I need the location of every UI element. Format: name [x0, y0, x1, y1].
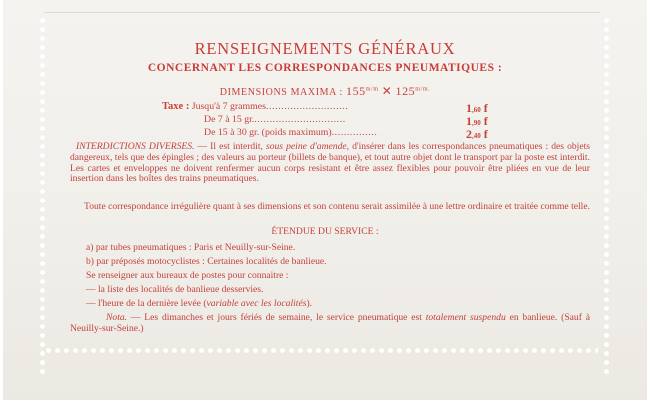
service-list-item-2 [86, 298, 312, 309]
dimensions-width: 155 [345, 84, 366, 98]
interdictions-dash: — Il est interdit, [194, 141, 266, 152]
nota-text-1: — Les dimanches et jours fériés de semaine, le service pneumatique est [127, 312, 426, 323]
tax-row-3 [204, 127, 377, 139]
service-item-a: a) par tubes pneumatiques : Paris et Neuilly-sur-Seine. [86, 242, 296, 253]
dimensions-times: ✕ [381, 84, 393, 98]
interdictions-body: , d'insérer dans les correspondances pneumatiques : des objets dangereux, tels que des épingles ; des valeurs au porteur (billets de banque), et tout autre objet dont le transport par la poste est interdit. Les cartes et enveloppes ne doivent renfermer aucun corps resistant et être assez flexibles pour pouvoir être pliées en vue de leur insertion dans les boîtes des trains pneumatiques. [70, 141, 590, 185]
tax-price-cents: ,90 [472, 119, 481, 127]
tax-price-unit: f [483, 127, 488, 141]
interdictions-heading: INTERDICTIONS DIVERSES. [76, 141, 195, 152]
nota-label: Nota. [106, 312, 128, 323]
interdictions-paragraph [70, 142, 590, 185]
fold-line [44, 12, 600, 13]
card-edge-left [0, 0, 3, 400]
tax-price-int: 1 [466, 101, 472, 115]
service-heading: ÉTENDUE DU SERVICE : [271, 226, 379, 237]
nota-text-2: en banlieue. (Sauf à Neuilly-sur-Seine.) [70, 312, 590, 334]
service-list-item-2-emphasis: variable avec les localités [206, 298, 307, 309]
tax-weight: Jusqu'à 7 grammes [191, 101, 266, 112]
nota-emphasis: totalement suspendu [425, 312, 506, 323]
service-list-item-2-suffix: ). [306, 298, 313, 309]
tax-price-3 [466, 128, 488, 142]
dimensions-unit: m/m [365, 86, 379, 93]
tax-price-cents: ,40 [472, 132, 481, 140]
tax-price-unit: f [483, 114, 488, 128]
tax-price-int: 2 [466, 127, 472, 141]
service-list-item-1: — la liste des localités de banlieue desservies. [86, 284, 264, 295]
nota-paragraph [70, 313, 590, 335]
tax-row-2 [204, 114, 346, 126]
service-list-item-2-prefix: — l'heure de la dernière levée ( [86, 298, 207, 309]
service-item-b: b) par préposés motocyclistes : Certaines localités de banlieue. [86, 256, 327, 267]
tax-label: Taxe : [162, 101, 190, 112]
tax-weight: De 15 à 30 gr. (poids maximum) [204, 127, 332, 138]
interdictions-emphasis: sous peine d'amende [265, 141, 347, 152]
document-subtitle: CONCERNANT LES CORRESPONDANCES PNEUMATIQUES : [147, 62, 503, 74]
tax-weight: De 7 à 15 gr. [204, 114, 255, 125]
document-title: RENSEIGNEMENTS GÉNÉRAUX [194, 39, 456, 58]
dimensions-label: DIMENSIONS MAXIMA : [219, 87, 343, 98]
tax-dots: .............................. [254, 114, 346, 125]
dimensions-height: 125 [395, 84, 416, 98]
tax-dots: ............... [331, 127, 378, 138]
tax-price-int: 1 [466, 114, 472, 128]
dimensions-line [0, 84, 650, 99]
tax-price-unit: f [483, 101, 488, 115]
tax-price-cents: ,60 [472, 106, 481, 114]
tax-row-1 [162, 101, 348, 113]
tax-dots: ........................... [265, 101, 349, 112]
service-inquiry: Se renseigner aux bureaux de postes pour connaitre : [86, 270, 289, 281]
irregular-paragraph: Toute correspondance irrégulière quant à ses dimensions et son contenu serait assimilée à une lettre ordinaire et traitée comme telle. [84, 201, 591, 212]
perforation-bottom [46, 348, 598, 353]
dimensions-unit-2: m/m. [415, 86, 431, 93]
